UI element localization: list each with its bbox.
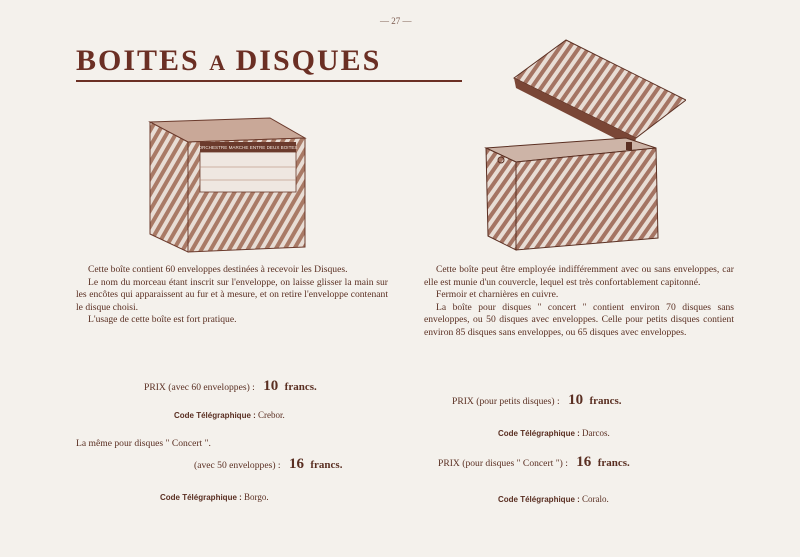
left-price-2-amount: 16 xyxy=(288,456,304,472)
record-box-illustration xyxy=(140,112,310,262)
left-price-1-amount: 10 xyxy=(263,378,279,394)
title-word-2: A xyxy=(209,50,227,75)
title-word-1: BOITES xyxy=(76,44,200,77)
left-paragraph-2: Le nom du morceau étant inscrit sur l'enveloppe, on laisse glisser la main sur les encôtes qui apparaissent au fur et à mesure, et on retire l'enveloppe contenant le disque choisi. xyxy=(76,276,388,313)
right-price-2-amount: 16 xyxy=(576,454,592,470)
right-description xyxy=(424,264,734,340)
box-label-text: ORCHESTRE MARCHE ENTRE DEUX BOITES xyxy=(198,145,298,150)
right-price-2 xyxy=(438,454,630,471)
right-code-2-value: Coralo. xyxy=(582,494,609,504)
left-paragraph-1: Cette boîte contient 60 enveloppes destinées à recevoir les Disques. xyxy=(88,264,348,275)
left-price-1-label: PRIX (avec 60 enveloppes) : xyxy=(144,382,255,393)
left-description xyxy=(76,264,388,327)
title-word-3: DISQUES xyxy=(235,44,382,77)
left-code-1 xyxy=(174,410,285,420)
left-price-1-unit: francs. xyxy=(284,381,317,393)
left-price-2-unit: francs. xyxy=(310,459,343,471)
right-paragraph-3: La boîte pour disques " concert " contient environ 70 disques sans enveloppes, ou 50 disques avec enveloppes. Celle pour petits disques contient environ 85 disques sans enveloppes, ou 65 disques avec enveloppes. xyxy=(424,301,734,338)
right-price-1-label: PRIX (pour petits disques) : xyxy=(452,396,560,407)
page-number: — 27 — xyxy=(380,16,412,26)
right-price-1 xyxy=(452,392,622,409)
left-price-2 xyxy=(194,456,342,473)
lidded-box-illustration xyxy=(476,38,686,260)
right-price-1-unit: francs. xyxy=(589,395,622,407)
right-price-1-amount: 10 xyxy=(568,392,584,408)
left-code-1-value: Crebor. xyxy=(258,410,285,420)
right-code-1-label: Code Télégraphique : xyxy=(498,429,580,438)
right-code-2-label: Code Télégraphique : xyxy=(498,495,580,504)
right-code-1-value: Darcos. xyxy=(582,428,610,438)
right-price-2-unit: francs. xyxy=(597,457,630,469)
left-code-2-label: Code Télégraphique : xyxy=(160,493,242,502)
left-same-text: La même pour disques " Concert ". xyxy=(76,438,211,449)
right-paragraph-2: Fermoir et charnières en cuivre. xyxy=(436,289,559,301)
left-price-2-label: (avec 50 enveloppes) : xyxy=(194,460,281,471)
left-code-2 xyxy=(160,492,269,502)
left-paragraph-3: L'usage de cette boîte est fort pratique. xyxy=(88,314,237,326)
right-code-2 xyxy=(498,494,609,504)
right-paragraph-1: Cette boîte peut être employée indifféremment avec ou sans enveloppes, car elle est munie d'un couvercle, lequel est très confortablement capitonné. xyxy=(424,264,734,288)
left-code-2-value: Borgo. xyxy=(244,492,269,502)
right-price-2-label: PRIX (pour disques " Concert ") : xyxy=(438,458,568,469)
right-code-1 xyxy=(498,428,610,438)
left-same-line xyxy=(76,438,211,449)
page-title xyxy=(76,44,462,82)
left-price-1 xyxy=(144,378,317,395)
left-code-1-label: Code Télégraphique : xyxy=(174,411,256,420)
